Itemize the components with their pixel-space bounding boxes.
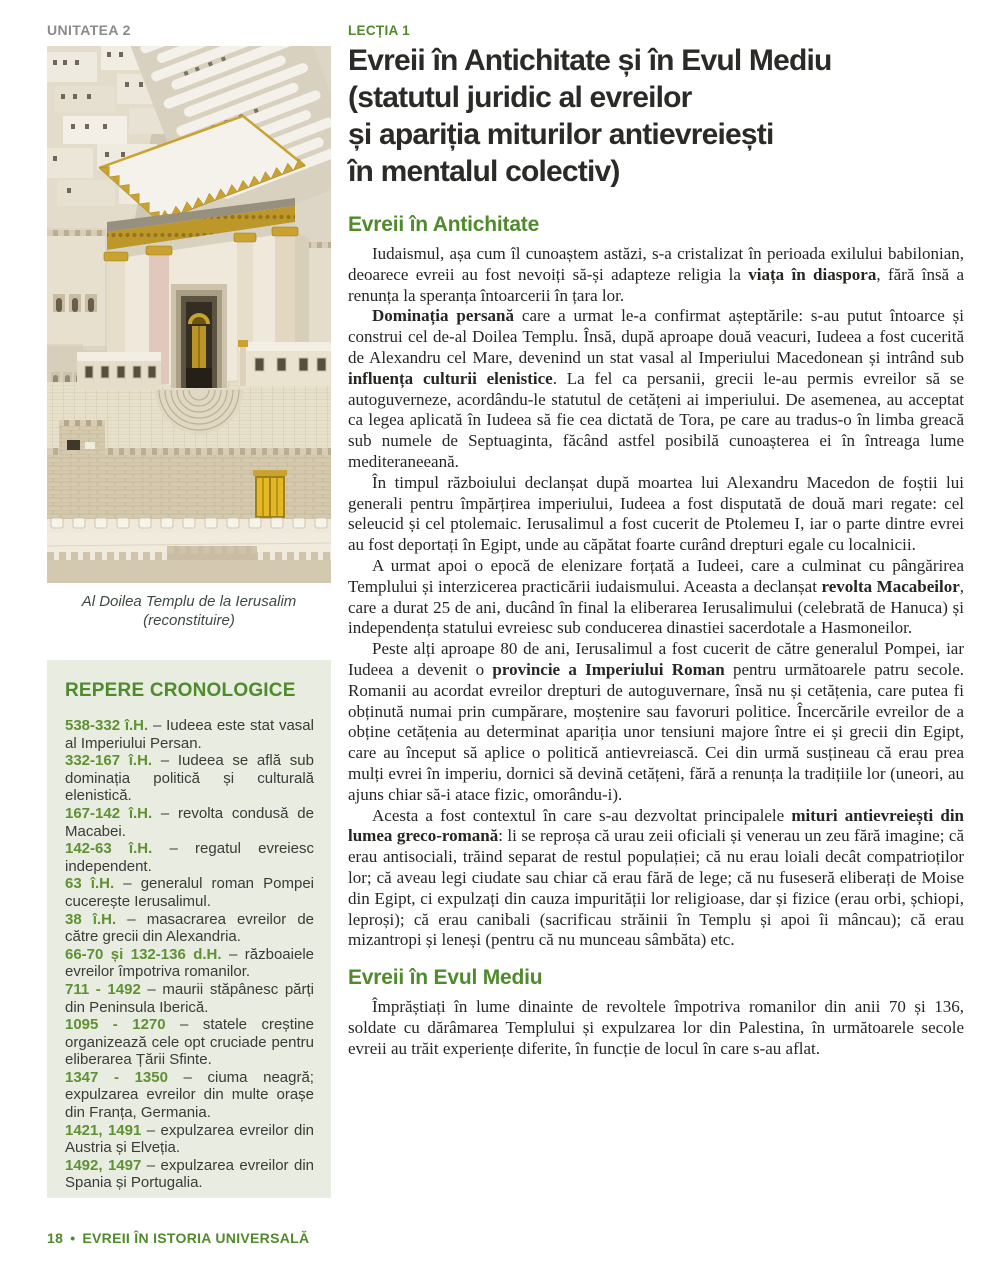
timeline-date: 63 î.H. (65, 875, 115, 893)
paragraph: Dominația persană care a urmat le-a confirmat așteptările: s-au putut întoarce și construi cel de-al Doilea Templu. Însă, după aproape două veacuri, Iudeea a fost cucerită de Alexandru cel Mare, devenind un stat vasal al Imperiului Macedonean și intrând sub influența culturii elenistice. La fel ca persanii, grecii le-au permis evreilor să se autoguverneze, acordându-le statutul de cetățeni ai imperiului. De asemenea, au acceptat ca legea aplicată în Iudeea să fie cea dictată de Tora, pe care au tradus-o în limba greacă sub numele de Septuaginta, făcând astfel posibilă cunoașterea ei în întreaga lume mediteraneeană. (348, 306, 965, 471)
main-column (348, 214, 964, 1059)
timeline-heading: REPERE CRONOLOGICE (65, 680, 296, 701)
title-line: (statutul juridic al evreilor (348, 81, 692, 114)
section-heading-middle-ages: Evreii în Evul Mediu (348, 966, 543, 990)
timeline-text: revolta condusă de Macabei. (65, 804, 314, 840)
timeline-date: 1095 - 1270 (65, 1016, 166, 1034)
timeline-text: masacrarea evreilor de către grecii din Alexandria. (65, 910, 315, 946)
section-middle-ages (348, 967, 964, 1059)
timeline-text: Iudeea este stat vasal al Imperiului Persan. (65, 717, 314, 752)
timeline-box (47, 660, 331, 1198)
timeline-text: expulzarea evreilor din Spania și Portugalia. (65, 1156, 314, 1192)
timeline-date: 711 - 1492 (65, 980, 141, 998)
timeline-text: Iudeea se află sub dominația politică și culturală elenistică. (65, 752, 314, 805)
timeline-item: 711 - 1492 – maurii stăpânesc părți din Peninsula Iberică. (65, 980, 314, 1016)
temple-illustration (47, 46, 331, 583)
timeline-text: ciuma neagră; expulzarea evreilor din multe orașe din Franța, Germania. (65, 1068, 314, 1122)
timeline-item: 1421, 1491 – expulzarea evreilor din Austria și Elveția. (65, 1121, 314, 1157)
timeline-items (65, 717, 314, 1192)
caption-line: (reconstituire) (143, 612, 235, 629)
paragraph: Iudaismul, așa cum îl cunoaștem astăzi, s-a cristalizat în perioada exilului babilonian, deoarece evreii au fost nevoiți să-și adapteze religia la viața în diaspora, fără însă a renunța la speranța întoarcerii în țara lor. (348, 244, 965, 305)
timeline-text: regatul evreiesc independent. (65, 840, 314, 875)
page-number: 18 (47, 1230, 64, 1246)
timeline-date: 142-63 î.H. (65, 840, 153, 858)
timeline-date: 1347 - 1350 (65, 1068, 168, 1086)
temple-photo (47, 46, 331, 583)
timeline-item: 38 î.H. – masacrarea evreilor de către grecii din Alexandria. (65, 910, 315, 946)
paragraph: În timpul războiului declanșat după moartea lui Alexandru Macedon de foștii lui generali pentru împărțirea imperiului, Iudeea a fost disputată de două mari regate: cel seleucid și cel ptolemaic. Ierusalimul a fost cucerit de Ptolemeu I, iar o parte dintre evrei au fost deportați în Egipt, unde au căpătat foarte curând drepturi egale cu localnicii. (348, 472, 964, 555)
unit-label: UNITATEA 2 (47, 22, 131, 38)
caption-line: Al Doilea Templu de la Ierusalim (81, 593, 297, 610)
timeline-item: 1492, 1497 – expulzarea evreilor din Spania și Portugalia. (65, 1156, 314, 1192)
timeline-text: maurii stăpânesc părți din Peninsula Iberică. (65, 980, 314, 1016)
timeline-text: generalul roman Pompei cucerește Ierusalimul. (65, 875, 314, 910)
timeline-date: 167-142 î.H. (65, 804, 153, 822)
page-footer (47, 1230, 309, 1246)
timeline-item: 63 î.H. – generalul roman Pompei cucerește Ierusalimul. (65, 875, 314, 910)
footer-separator: • (70, 1230, 76, 1246)
section-antiquity (348, 214, 964, 951)
timeline-text: războaiele evreilor împotriva romanilor. (65, 945, 314, 981)
paragraph: Acesta a fost contextul în care s-au dezvoltat principalele mituri antievreiești din lumea greco-romană: li se reproșa că urau zeii oficiali și venerau un zeu fără imagine; că erau antisociali, trăind separat de restul populației; că nu erau loiali decât compatrioților lor; că aveau legi ciudate sau chiar că erau fără de lege; că nu fuseseră eliberați de Moise din Egipt, ci expulzați din cauza impurității lor religioase, dar și fizice (erau orbi, șchiopi, leproși); că erau canibali (sacrificau străinii în Templu și apoi îi mâncau); că erau mizantropi și leneși (pentru că nu munceau sâmbăta) etc. (348, 805, 964, 950)
page-title (348, 42, 968, 190)
timeline-item: 332-167 î.H. – Iudeea se află sub dominația politică și culturală elenistică. (65, 752, 314, 805)
timeline-text: statele creștine organizează cele opt cruciade pentru eliberarea Țării Sfinte. (65, 1016, 314, 1069)
timeline-item: 1347 - 1350 – ciuma neagră; expulzarea evreilor din multe orașe din Franța, Germania. (65, 1068, 314, 1122)
paragraph: A urmat apoi o epocă de elenizare forțată a Iudeei, care a culminat cu pângărirea Templului și interzicerea practicării iudaismului. Aceasta a declanșat revolta Macabeilor, care a durat 25 de ani, ducând în final la eliberarea Ierusalimului (celebrată de Hanuca) și independența statului evreiesc sub conducerea dinastiei sacerdotale a Hasmoneilor. (348, 555, 964, 638)
figure-caption (47, 592, 331, 630)
title-line: în mentalul colectiv) (348, 155, 620, 188)
timeline-item: 1095 - 1270 – statele creștine organizează cele opt cruciade pentru eliberarea Țării Sfinte. (65, 1016, 314, 1069)
paragraph: Împrăștiați în lume dinainte de revoltele împotriva romanilor din anii 70 și 136, soldate cu dărâmarea Templului și expulzarea lor din Palestina, în următoarele secole evreii au trăit experiențe diferite, în funcție de locul în care s-au aflat. (348, 997, 964, 1058)
section-heading-antiquity: Evreii în Antichitate (348, 213, 540, 236)
timeline-date: 538-332 î.H. (65, 717, 149, 734)
timeline-item: 142-63 î.H. – regatul evreiesc independent. (65, 840, 314, 875)
timeline-date: 38 î.H. (65, 910, 117, 928)
timeline-date: 1492, 1497 (65, 1156, 142, 1174)
timeline-item: 167-142 î.H. – revolta condusă de Macabei. (65, 804, 314, 840)
title-line: și apariția miturilor antievreiești (348, 118, 774, 151)
timeline-date: 66-70 și 132-136 d.H. (65, 945, 222, 963)
paragraph: Peste alți aproape 80 de ani, Ierusalimul a fost cucerit de către generalul Pompei, iar Iudeea a devenit o provincie a Imperiului Roman pentru următoarele patru secole. Romanii au acordat evreilor drepturi de autoguvernare, însă nu și cetățenia, care putea fi obținută numai prin cumpărare, moștenire sau favoruri politice. Încercările evreilor de a obține cetățenia au determinat apariția unor tensiuni majore între ei și grecii din Egipt, care au început să aplice o politică antievreiască. Cei din urmă susțineau că erau prea mulți evrei în imperiu, dornici să devină cetățeni, fără a renunța la tradițiile lor (uneori, au ajuns chiar să-i atace fizic, omorându-i). (348, 639, 964, 804)
timeline-item: 538-332 î.H. – Iudeea este stat vasal al Imperiului Persan. (65, 717, 314, 752)
section-body-antiquity (348, 244, 964, 951)
lesson-label: LECȚIA 1 (348, 23, 410, 38)
timeline-date: 1421, 1491 (65, 1121, 142, 1139)
book-title: EVREII ÎN ISTORIA UNIVERSALĂ (82, 1230, 310, 1246)
timeline-item: 66-70 și 132-136 d.H. – războaiele evreilor împotriva romanilor. (65, 945, 314, 981)
title-line: Evreii în Antichitate și în Evul Mediu (348, 44, 832, 77)
section-body-middle-ages (348, 997, 964, 1059)
timeline-date: 332-167 î.H. (65, 752, 153, 770)
timeline-text: expulzarea evreilor din Austria și Elveția. (65, 1121, 314, 1157)
